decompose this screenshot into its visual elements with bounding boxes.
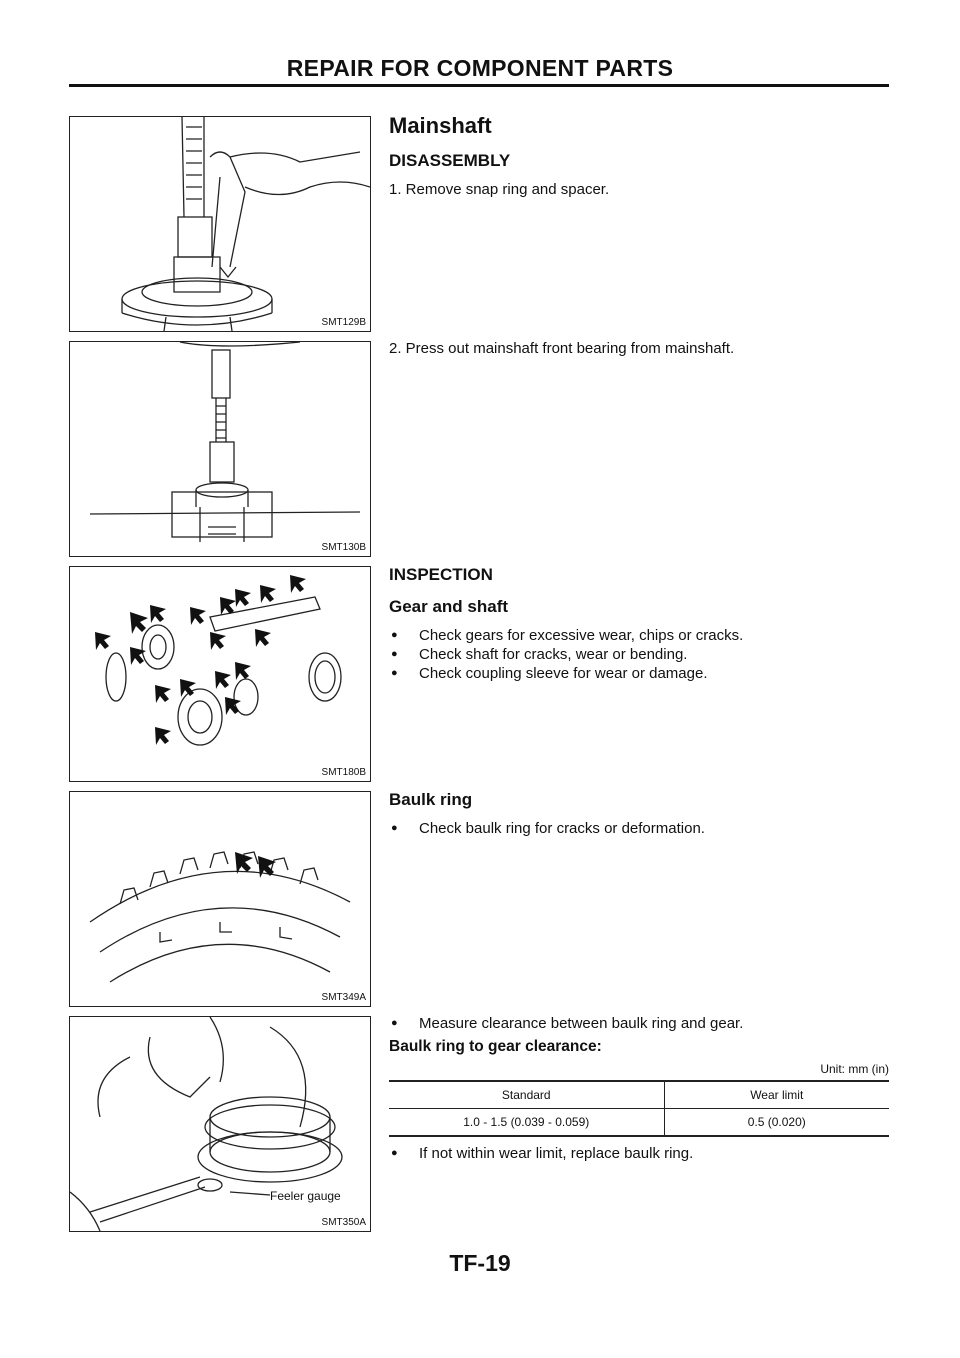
page-number: TF-19 (449, 1250, 511, 1276)
unit-label: Unit: mm (in) (820, 1062, 889, 1076)
figure-feeler-gauge (69, 1016, 371, 1232)
gears-shaft-illustration (70, 567, 370, 781)
figure-code: SMT350A (321, 1217, 366, 1228)
list-item: ● Check baulk ring for cracks or deformation. (389, 820, 889, 837)
table-cell: 1.0 - 1.5 (0.039 - 0.059) (389, 1109, 664, 1137)
table-header-cell: Standard (389, 1081, 664, 1109)
table-cell: 0.5 (0.020) (747, 1115, 806, 1129)
disassembly-step-2: 2. Press out mainshaft front bearing from mainshaft. (389, 340, 735, 357)
list-item: ● Measure clearance between baulk ring and gear. (389, 1015, 889, 1032)
disassembly-heading: DISASSEMBLY (389, 151, 511, 170)
list-item: ● Check gears for excessive wear, chips or cracks. (389, 627, 889, 644)
disassembly-step-2-block (389, 340, 889, 357)
spec-label: Baulk ring to gear clearance: (389, 1038, 602, 1055)
baulk-ring-illustration (70, 792, 370, 1006)
list-item: ● If not within wear limit, replace baulk ring. (389, 1145, 889, 1162)
table-header-row (389, 1081, 889, 1109)
gear-shaft-list (389, 627, 889, 682)
press-bearing-illustration (70, 342, 370, 556)
inspection-heading: INSPECTION (389, 565, 493, 584)
baulk-ring-section (389, 790, 889, 839)
table-row (389, 1109, 889, 1137)
inspection-section (389, 565, 889, 684)
figure-snap-ring-removal (69, 116, 371, 332)
figure-baulk-ring (69, 791, 371, 1007)
clearance-table (389, 1080, 889, 1137)
gear-shaft-heading: Gear and shaft (389, 597, 509, 616)
list-item: ● Check coupling sleeve for wear or damage. (389, 665, 889, 682)
section-title: Mainshaft (389, 113, 492, 138)
figure-gear-and-shaft (69, 566, 371, 782)
figure-press-out-bearing (69, 341, 371, 557)
figure-code: SMT129B (321, 317, 366, 328)
figure-code: SMT130B (321, 542, 366, 553)
clearance-section (389, 1015, 889, 1164)
disassembly-step-1: 1. Remove snap ring and spacer. (389, 181, 610, 198)
figure-code: SMT180B (321, 767, 366, 778)
header-rule (69, 84, 889, 87)
page-header-title: REPAIR FOR COMPONENT PARTS (286, 55, 674, 81)
table-header-cell: Wear limit (664, 1081, 889, 1109)
figure-code: SMT349A (321, 992, 366, 1003)
baulk-ring-heading: Baulk ring (389, 790, 473, 809)
feeler-gauge-callout: Feeler gauge (270, 1189, 341, 1203)
mainshaft-section (389, 113, 889, 198)
snap-ring-pliers-illustration (70, 117, 370, 331)
list-item: ● Check shaft for cracks, wear or bending. (389, 646, 889, 663)
